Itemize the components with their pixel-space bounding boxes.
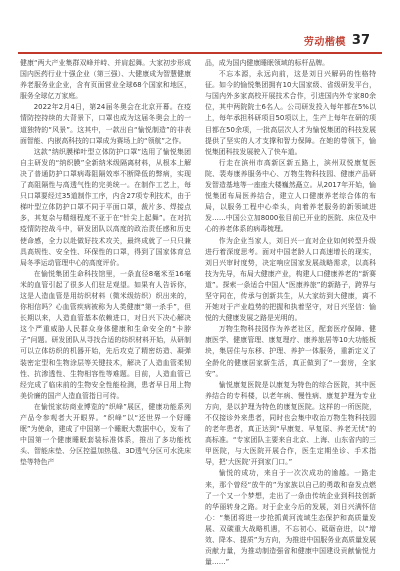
paragraph: 品，成为国内健康睡眠领域的标杆品牌。 xyxy=(205,59,330,67)
header-rule xyxy=(18,52,382,54)
page-header xyxy=(304,18,370,48)
paragraph: 健康“两大产业集群双峰并峙、并肩起舞。大家初步形成国内医药行业十强企业（第三强）、大健康成为智慧健康养老服务业企业，含有页面营业全球68个国家和地区，服务全球亿万家庭。 xyxy=(20,59,191,101)
section-title: 劳动楷模 xyxy=(303,37,346,48)
left-column xyxy=(20,58,191,468)
paragraph: 不忘本源，永远向前，这是刘日兴解码的性格特征。如今的愉悦集团拥有10大国家级、省级研发平台，与国内外多家高校开展技术合作，引进国内外专家80余位，其中两院院士6名人。公司研发投入每年都在5%以上，每年承担科研项目50项以上，生产上每年在研的项目都在50余项，一批高层次人才为愉悦集团的科技发展提供了坚实的人才支撑和智力保障。在她的带领下，愉悦集团科技发展驶入了快车道。 xyxy=(205,70,376,156)
paragraph: 这款“纳织膜梯叶型立体防护口罩”选用了愉悦集团自主研发的“纳织膜”全新纳米级隔离材料，从根本上解决了普通防护口罩病毒阻隔效率不断降低的弊病，实现了高阻隔性与高透气性的完美统一。在制作工艺上，每只口罩要经过35道制作工序，内含27项专利技术，由于梯叶型立体防护口罩不同于平面口罩，裁片多、焊接点多，其复杂与精细程度不亚于在“针尖上起舞”。在对抗疫情防控战斗中，研发团队以高度的政治责任感和历史使命感，全力以赴做好技术攻关，最终成就了一只只兼具高规性、安全性、环保性的口罩，得到了国家体育总局冬季运动管理中心的高度评价。 xyxy=(20,147,191,267)
paragraph: 在愉悦集团生命科技馆里，一条直径8毫米至16毫米的血管引起了很多人们驻足观望。如果有人告诉你，这是人造血管是用纺织材料（微米级纺织）织出来的，你相信吗？心血管疾病被称为人类健康“第一杀手”，但长期以来，人造血管基本依赖进口，对日兴下决心解决这个严重威胁人民群众身体健康和生命安全的“卡脖子”问题。研发团队从寻找合适的纺织材料开始，从研制可以立体纺织的机器开始，先后攻克了精密纺造、凝弹装密定型和生物涂层等关键技术，解决了人造血管柔韧性、抗渗透性、生物相容性等难题。目前，人造血管已经完成了临床前的生物安全性能检测，患者早日用上物美价廉的国产人造血管指日可待。 xyxy=(20,269,191,400)
paragraph: 万物生物科技园作为养老社区，配套医疗保障、健康医学、健康管理、康复理疗、康养旅居等10大功能板块，集居住与东移、护理、养护一体服务，重新定义了全龄化的健康居家新生活，真正做到了“一套房，全家安”。 xyxy=(205,325,376,378)
paragraph: 行走在滨州市高新区新五路上，滨州双悦康复医院、裴寿康养服务中心、万物生物科技园、健康产品研发智造基地等一座座大楼巍然矗立。从2017年开始，愉悦集团布局医养结合，建立人口健康养老综合体的布局，以服务工程中心牵头，向着养老服务的新领域进发……中国公立加8000张目前已开业的医院、床位及中心的养老体系的病毒梳理。 xyxy=(205,158,376,234)
right-column xyxy=(205,58,376,568)
paragraph: 愉悦康复医院是以康复为特色的综合医院，其中医养结合的专科楼，以老年病、慢性病、康复护理为专业方向，是以护理为特色的康复医院。这样的一所医院，不仅接诊外来患者，同时也会集中收治万物生物科技园的老年患者，真正达到“早康复、早复原、养老无忧”的高标准。“专家团队主要来自北京、上海、山东省内的三甲医院，与大医院开展合作，医生定期坐诊、手术指导，把‘大医院’开到家门口。” xyxy=(205,380,376,467)
paragraph: 作为企业当家人，刘日兴一直对企业如何转型升级进行着深度思考。面对中国老龄人口高速增长的现实，刘日兴审时度势，决定响应国家发展战略需求，以高科技为先导，布局大健康产业，构建人口健康养老的“新赛道”。探索一条适合中国人“医康养旅”的新路子，跨界与坚守同在，传承与创新共生，从大家纺到大健康，离不开她对于产业趋势的把握和执着坚守，对日兴坚信：愉悦的大健康发展之路是光明的。 xyxy=(205,236,376,323)
paragraph: 在愉悦家纺商业博览的“织峰”展区，健康功能系列产品令参观者大开眼界。“织峰”以“还世界一个好睡眠”为使命，建成了中国第一个睡眠大数据中心，发布了中国第一个健康睡眠套装标准体系，推出了多功能枕头、智能床垫、分区控温加热毯、3D透气分区可水洗床垫等特色产 xyxy=(20,402,191,467)
paragraph: 2022年2月4日，第24届冬奥会在北京开幕。在疫情防控持续的大背景下，口罩也成为这届冬奥会上的一道独特的“风景”。这其中，一款出自“愉悦制造”的非表面智能、内嵌高科技的口罩成为赛场上的“领航”之作。 xyxy=(20,103,191,145)
page-number: 37 xyxy=(351,33,370,48)
paragraph: 愉悦的成功，来自于一次次成功的逾越。一路走来，那个曾经“放牛的”为家族以自己的勇敢和奋发点燃了一个又一个梦想，走出了一条由传统企业到科技创新的华丽转身之路。对于企业今后的发展，刘日兴满怀信心：“集团将进一步抢抓黄河流域生态保护和高质量发展、双碳重大战略机遇，不忘初心、砥砺奋进，以“增效、降本、提质”为方向，为推进中国服务业高质量发展贡献力量，为推动制造强省和健康中国建设贡献愉悦力量……” xyxy=(205,469,376,567)
